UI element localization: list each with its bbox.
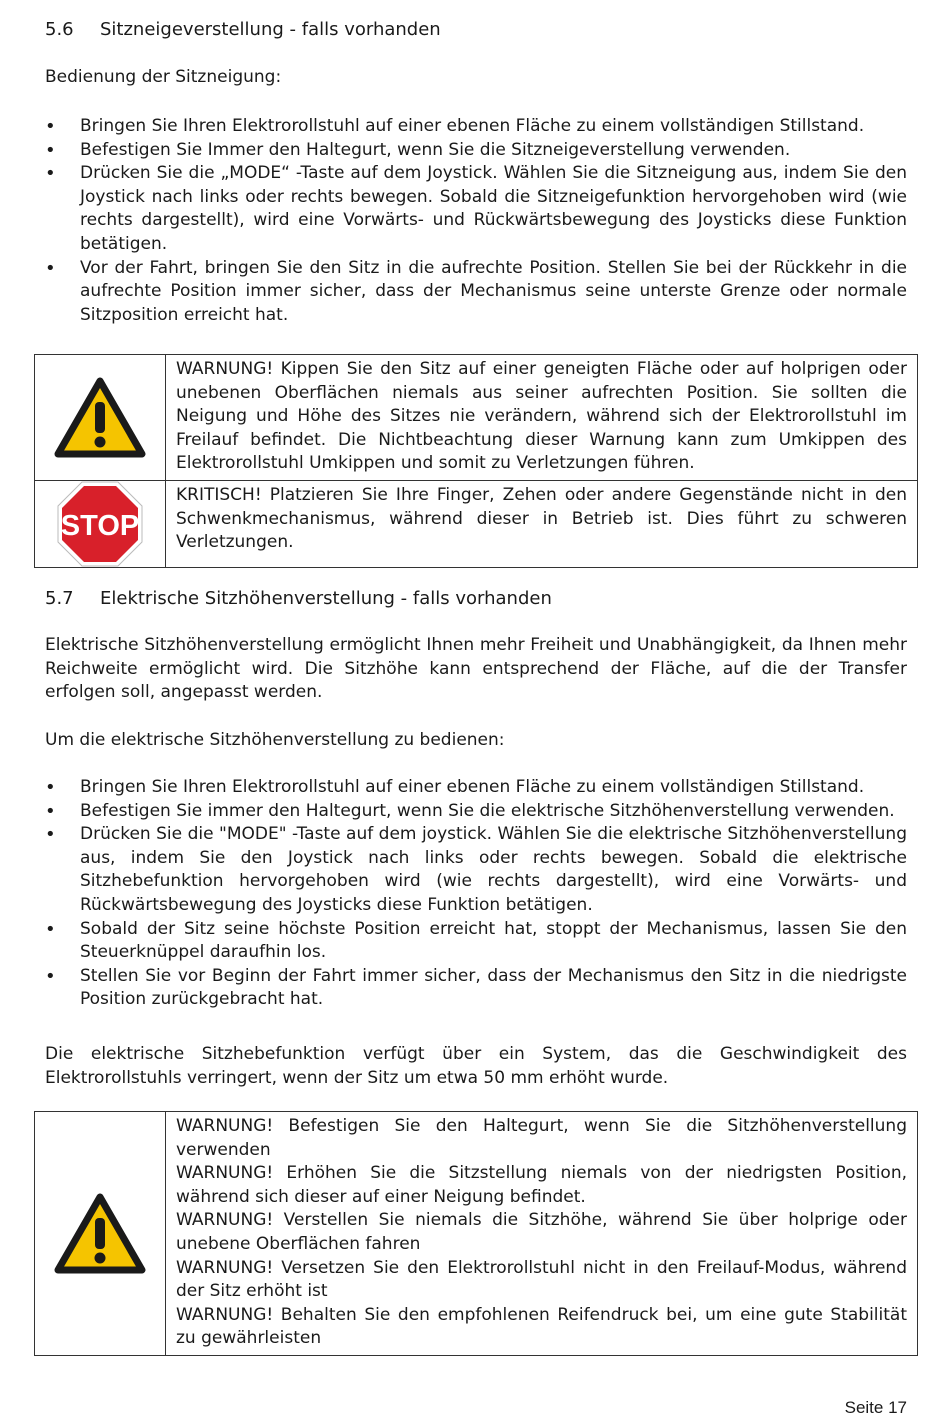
list-item: • Bringen Sie Ihren Elektrorollstuhl auf einer ebenen Fläche zu einem vollständigen Stillstand. [45,115,907,139]
section-intro: Bedienung der Sitzneigung: [45,67,282,87]
section-number: 5.7 [45,588,74,609]
stop-sign-label: STOP [60,509,140,542]
list-item: • Drücken Sie die „MODE“ -Taste auf dem Joystick. Wählen Sie die Sitzneigung aus, indem Sie den Joystick nach links oder rechts bewegen. Sobald die Sitzneigefunktion hervorgehoben wird (wie rechts dargestellt), wird eine Vorwärts- und Rückwärtsbewegung des Joysticks diese Funktion betätigen. [45,162,907,256]
list-item: • Befestigen Sie immer den Haltegurt, wenn Sie die elektrische Sitzhöhenverstellung verwenden. [45,800,907,824]
page-number: Seite 17 [844,1398,907,1417]
paragraph: Um die elektrische Sitzhöhenverstellung zu bedienen: [45,730,505,750]
warning-item: WARNUNG! Befestigen Sie den Haltegurt, wenn Sie die Sitzhöhenverstellung verwenden [176,1116,907,1160]
warning-item: WARNUNG! Erhöhen Sie die Sitzstellung niemals von der niedrigsten Position, während sich dieser auf einer Neigung befindet. [176,1163,907,1207]
warning-triangle-icon [54,376,146,458]
list-item: • Drücken Sie die "MODE" -Taste auf dem joystick. Wählen Sie die elektrische Sitzhöhenverstellung aus, indem Sie den Joystick nach links oder rechts bewegen. Sobald die elektrische Sitzhebefunktion hervorgehoben wird (wie rechts dargestellt), wird eine Vorwärts- und Rückwärtsbewegung des Joysticks diese Funktion betätigen. [45,823,907,917]
section-number: 5.6 [45,19,74,40]
warning-text: WARNUNG! Kippen Sie den Sitz auf einer geneigten Fläche oder auf holprigen oder unebenen Oberflächen niemals aus seiner aufrechten Position. Sie sollten die Neigung und Höhe des Sitzes nie verändern, während sich der Elektrorollstuhl im Freilauf befindet. Die Nichtbeachtung dieser Warnung kann zum Umkippen des Elektrorollstuhl Umkippen und somit zu Verletzungen führen. [166,355,918,481]
table-row [35,1112,918,1356]
section-title: Elektrische Sitzhöhenverstellung - falls vorhanden [100,588,552,609]
warning-item: WARNUNG! Verstellen Sie niemals die Sitzhöhe, während Sie über holprige oder unebene Oberflächen fahren [176,1210,907,1254]
warning-list-cell [166,1112,918,1356]
table-row [35,480,918,567]
warning-table-5-7 [34,1111,918,1356]
bullet-list-5-7 [45,776,907,1012]
section-heading-5-6 [45,19,441,40]
list-item: • Befestigen Sie Immer den Haltegurt, wenn Sie die Sitzneigeverstellung verwenden. [45,139,907,163]
bullet-list-5-6 [45,115,907,327]
warning-triangle-icon [54,1192,146,1274]
icon-cell [35,480,166,567]
table-row [35,355,918,481]
paragraph: Die elektrische Sitzhebefunktion verfügt über ein System, das die Geschwindigkeit des Elektrorollstuhls verringert, wenn der Sitz um etwa 50 mm erhöht wurde. [45,1044,907,1088]
list-item: • Sobald der Sitz seine höchste Position erreicht hat, stoppt der Mechanismus, lassen Sie den Steuerknüppel daraufhin los. [45,918,907,965]
list-item: • Bringen Sie Ihren Elektrorollstuhl auf einer ebenen Fläche zu einem vollständigen Stillstand. [45,776,907,800]
warning-item: WARNUNG! Versetzen Sie den Elektrorollstuhl nicht in den Freilauf-Modus, während der Sitz erhöht ist [176,1257,907,1302]
paragraph: Elektrische Sitzhöhenverstellung ermöglicht Ihnen mehr Freiheit und Unabhängigkeit, da Ihnen mehr Reichweite ermöglicht wird. Die Sitzhöhe kann entsprechend der Fläche, auf die der Transfer erfolgen soll, angepasst werden. [45,635,907,703]
critical-text: KRITISCH! Platzieren Sie Ihre Finger, Zehen oder andere Gegenstände nicht in den Schwenkmechanismus, während dieser in Betrieb ist. Dies führt zu schweren Verletzungen. [166,480,918,567]
list-item: • Vor der Fahrt, bringen Sie den Sitz in die aufrechte Position. Stellen Sie bei der Rückkehr in die aufrechte Position immer sicher, dass der Mechanismus seine unterste Grenze oder normale Sitzposition erreicht hat. [45,257,907,328]
icon-cell [35,1112,166,1356]
stop-sign-icon [57,481,143,567]
section-title: Sitzneigeverstellung - falls vorhanden [100,19,441,40]
list-item: • Stellen Sie vor Beginn der Fahrt immer sicher, dass der Mechanismus den Sitz in die niedrigste Position zurückgebracht hat. [45,965,907,1012]
section-heading-5-7 [45,588,552,609]
warning-table-5-6 [34,354,918,568]
warning-item: WARNUNG! Behalten Sie den empfohlenen Reifendruck bei, um eine gute Stabilität zu gewährleisten [176,1304,907,1349]
icon-cell [35,355,166,481]
